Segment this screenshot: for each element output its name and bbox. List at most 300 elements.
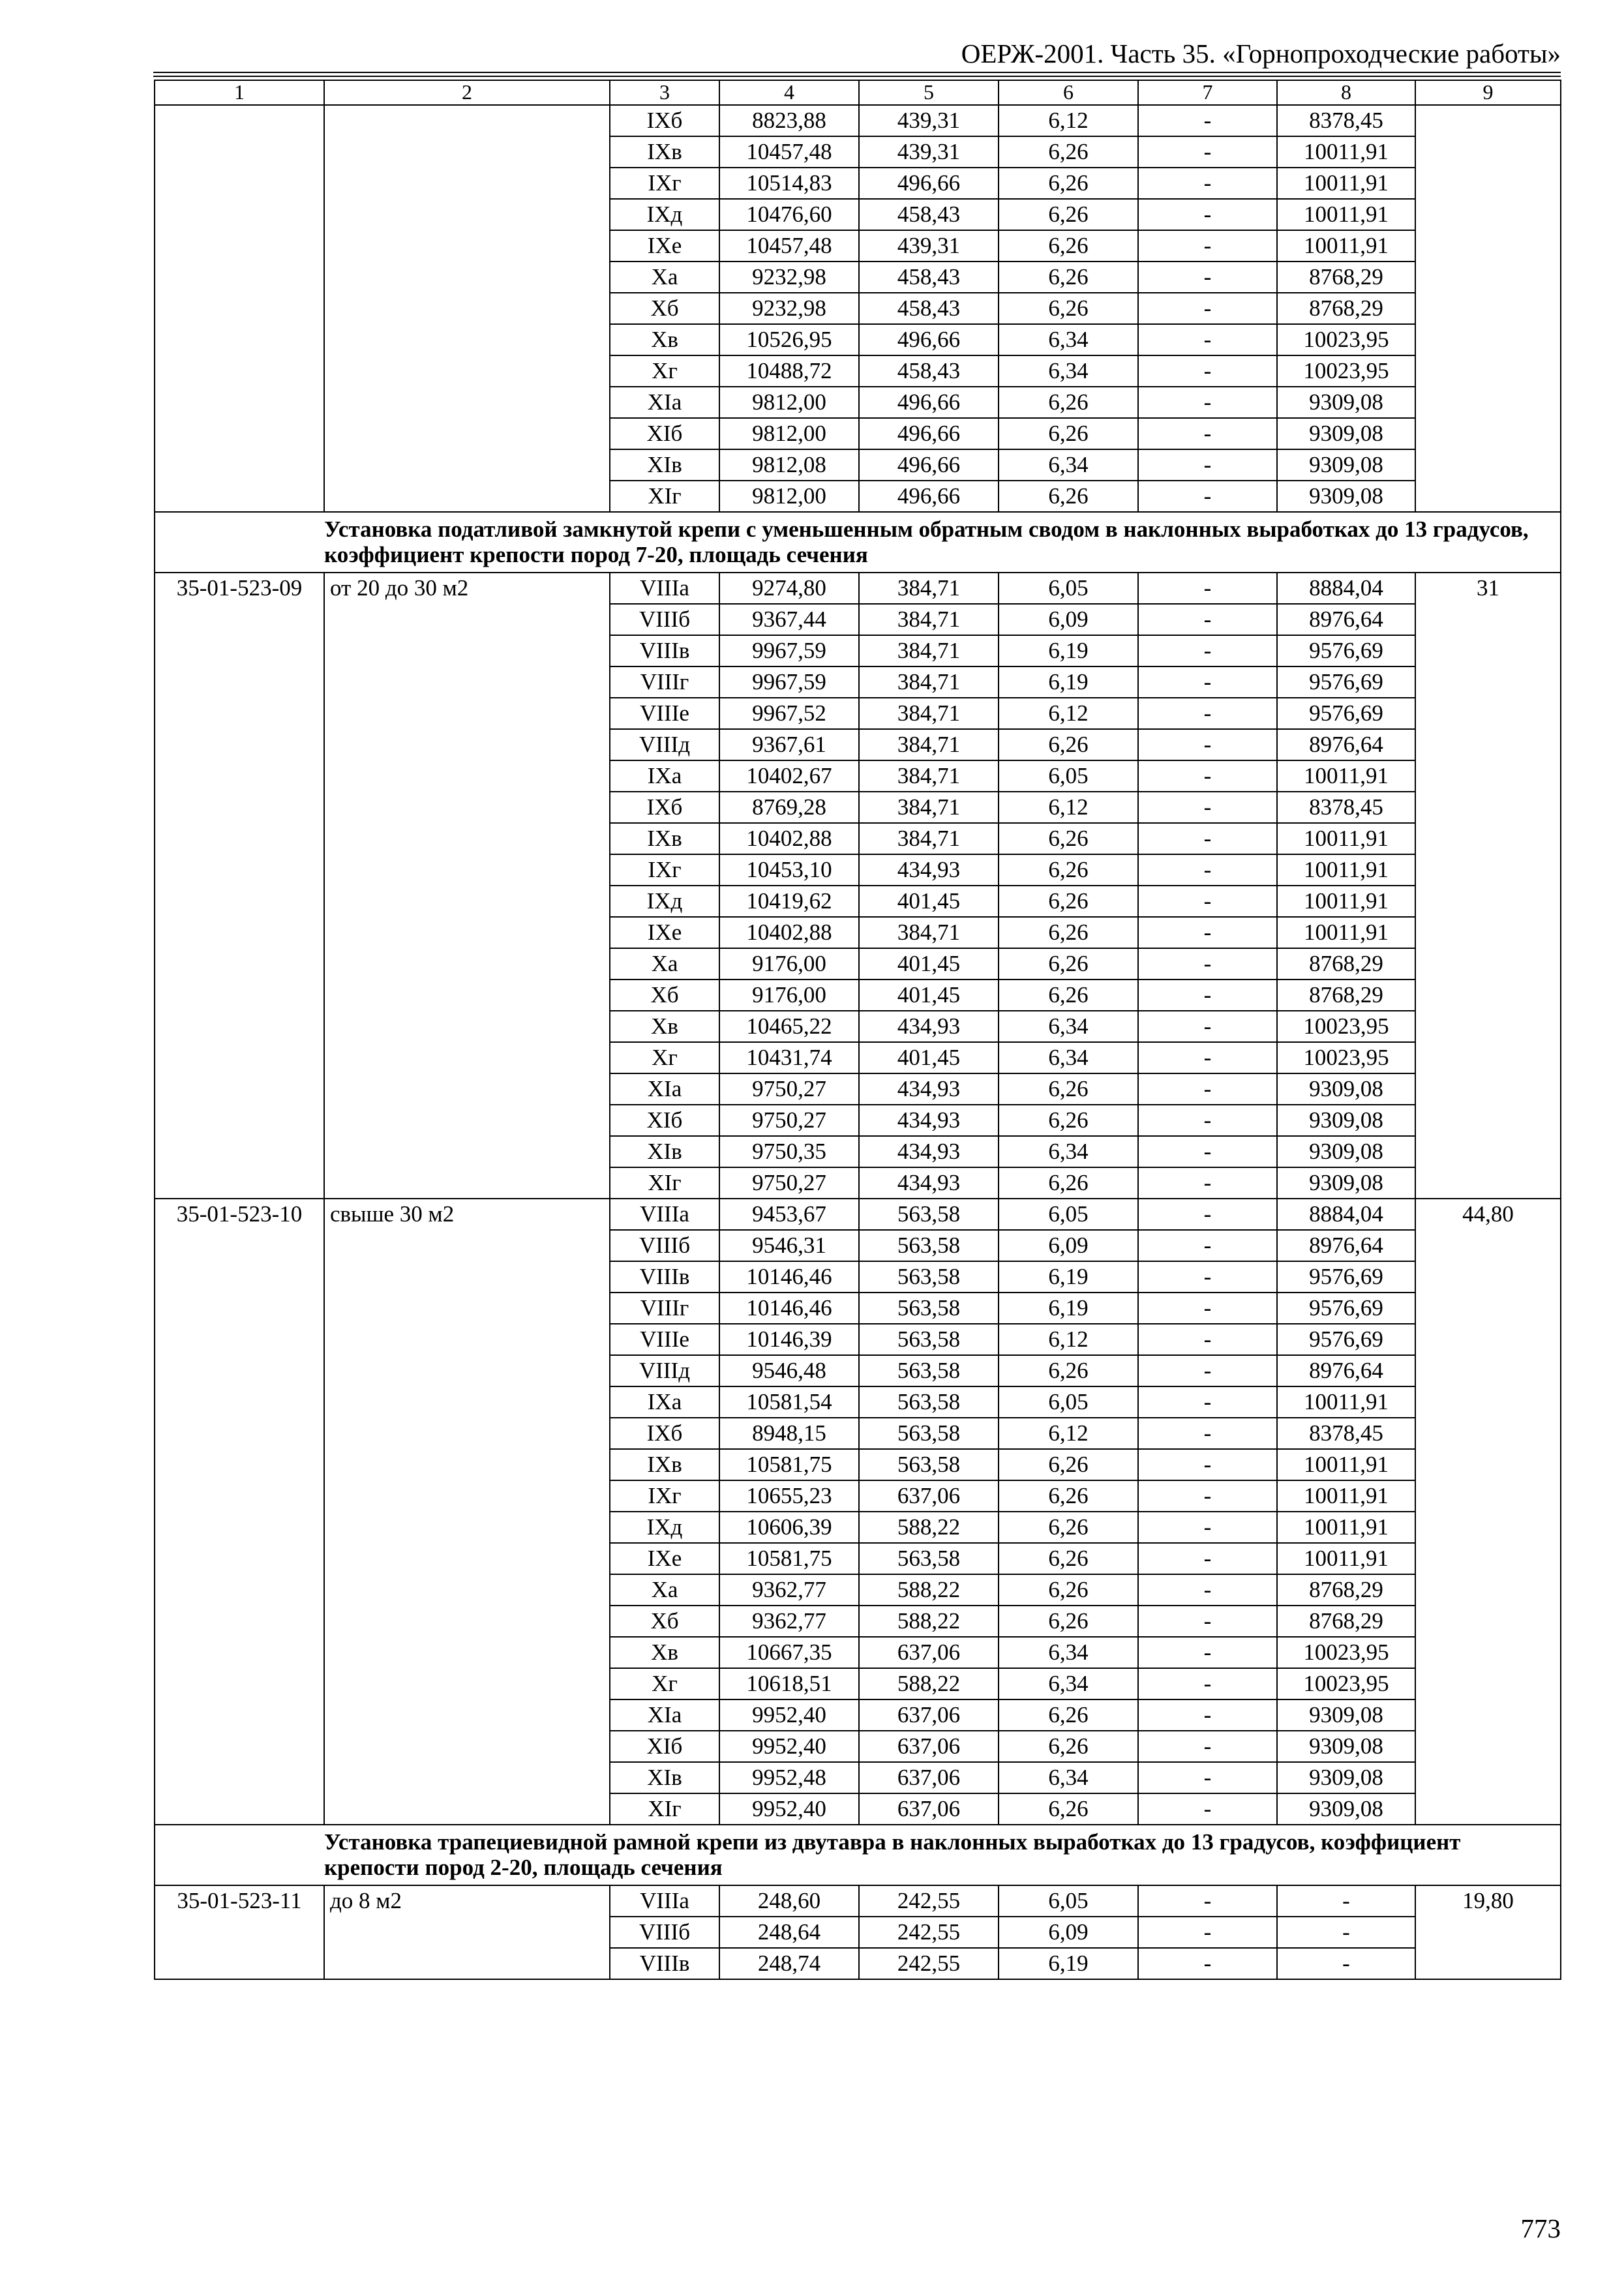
materials-cell: 9309,08 [1277, 1105, 1415, 1136]
machine-cost-cell: 6,26 [999, 1731, 1138, 1762]
wage-cell: 637,06 [859, 1793, 999, 1825]
operator-wage-cell: - [1138, 792, 1277, 823]
materials-cell: 9309,08 [1277, 1073, 1415, 1105]
total-cost-cell: 10402,67 [719, 760, 859, 792]
table-row [155, 1199, 1561, 1230]
total-cost-cell: 9967,52 [719, 698, 859, 729]
operator-wage-cell: - [1138, 1885, 1277, 1917]
machine-cost-cell: 6,34 [999, 449, 1138, 481]
materials-cell: 10023,95 [1277, 1637, 1415, 1668]
operator-wage-cell: - [1138, 105, 1277, 136]
operator-wage-cell: - [1138, 293, 1277, 324]
machine-cost-cell: 6,26 [999, 1449, 1138, 1480]
zone-cell: XIг [610, 1167, 719, 1199]
zone-cell: IXд [610, 886, 719, 917]
total-cost-cell: 9750,27 [719, 1073, 859, 1105]
wage-cell: 563,58 [859, 1230, 999, 1261]
wage-cell: 563,58 [859, 1199, 999, 1230]
wage-cell: 401,45 [859, 886, 999, 917]
zone-cell: IXe [610, 230, 719, 262]
total-cost-cell: 248,64 [719, 1917, 859, 1948]
wage-cell: 384,71 [859, 635, 999, 666]
total-cost-cell: 10146,46 [719, 1261, 859, 1293]
machine-cost-cell: 6,34 [999, 1042, 1138, 1073]
materials-cell: 8976,64 [1277, 604, 1415, 635]
wage-cell: 496,66 [859, 168, 999, 199]
zone-cell: Xб [610, 1606, 719, 1637]
zone-cell: IXa [610, 1386, 719, 1418]
rate-description-cell: свыше 30 м2 [324, 1199, 610, 1825]
machine-cost-cell: 6,26 [999, 1512, 1138, 1543]
operator-wage-cell: - [1138, 1762, 1277, 1793]
total-cost-cell: 9750,27 [719, 1105, 859, 1136]
total-cost-cell: 9367,61 [719, 729, 859, 760]
wage-cell: 637,06 [859, 1480, 999, 1512]
total-cost-cell: 10465,22 [719, 1011, 859, 1042]
wage-cell: 434,93 [859, 1011, 999, 1042]
operator-wage-cell: - [1138, 1073, 1277, 1105]
materials-cell: 10011,91 [1277, 760, 1415, 792]
zone-cell: XIв [610, 1136, 719, 1167]
zone-cell: XIa [610, 1073, 719, 1105]
total-cost-cell: 9453,67 [719, 1199, 859, 1230]
wage-cell: 563,58 [859, 1324, 999, 1355]
labor-cost-cell: 44,80 [1415, 1199, 1561, 1825]
wage-cell: 637,06 [859, 1762, 999, 1793]
operator-wage-cell: - [1138, 948, 1277, 980]
zone-cell: IXe [610, 917, 719, 948]
materials-cell: 9576,69 [1277, 698, 1415, 729]
rate-code-cell: 35-01-523-09 [155, 573, 324, 1199]
machine-cost-cell: 6,12 [999, 1418, 1138, 1449]
operator-wage-cell: - [1138, 760, 1277, 792]
machine-cost-cell: 6,26 [999, 886, 1138, 917]
labor-cost-cell [1415, 105, 1561, 512]
zone-cell: XIб [610, 1105, 719, 1136]
operator-wage-cell: - [1138, 1199, 1277, 1230]
operator-wage-cell: - [1138, 355, 1277, 387]
running-header: ОЕРЖ-2001. Часть 35. «Горнопроходческие работы» [961, 38, 1561, 68]
materials-cell: 9309,08 [1277, 1762, 1415, 1793]
column-number: 6 [999, 80, 1138, 105]
total-cost-cell: 248,74 [719, 1948, 859, 1979]
zone-cell: Xг [610, 355, 719, 387]
zone-cell: XIг [610, 1793, 719, 1825]
table-row [155, 1885, 1561, 1917]
zone-cell: VIIIб [610, 604, 719, 635]
zone-cell: IXд [610, 1512, 719, 1543]
total-cost-cell: 9176,00 [719, 980, 859, 1011]
machine-cost-cell: 6,26 [999, 262, 1138, 293]
operator-wage-cell: - [1138, 1731, 1277, 1762]
machine-cost-cell: 6,19 [999, 1293, 1138, 1324]
materials-cell: 10011,91 [1277, 1386, 1415, 1418]
machine-cost-cell: 6,34 [999, 324, 1138, 355]
zone-cell: VIIIд [610, 1355, 719, 1386]
wage-cell: 496,66 [859, 387, 999, 418]
wage-cell: 496,66 [859, 418, 999, 449]
total-cost-cell: 10581,75 [719, 1543, 859, 1574]
operator-wage-cell: - [1138, 1105, 1277, 1136]
zone-cell: IXг [610, 1480, 719, 1512]
zone-cell: VIIIe [610, 1324, 719, 1355]
materials-cell: - [1277, 1917, 1415, 1948]
wage-cell: 637,06 [859, 1731, 999, 1762]
zone-cell: XIб [610, 418, 719, 449]
operator-wage-cell: - [1138, 1418, 1277, 1449]
materials-cell: 8768,29 [1277, 1574, 1415, 1606]
machine-cost-cell: 6,19 [999, 666, 1138, 698]
machine-cost-cell: 6,12 [999, 105, 1138, 136]
operator-wage-cell: - [1138, 262, 1277, 293]
zone-cell: Xв [610, 324, 719, 355]
machine-cost-cell: 6,26 [999, 1543, 1138, 1574]
zone-cell: IXa [610, 760, 719, 792]
operator-wage-cell: - [1138, 1136, 1277, 1167]
operator-wage-cell: - [1138, 1449, 1277, 1480]
operator-wage-cell: - [1138, 635, 1277, 666]
zone-cell: VIIIб [610, 1917, 719, 1948]
total-cost-cell: 9232,98 [719, 293, 859, 324]
labor-cost-cell: 31 [1415, 573, 1561, 1199]
operator-wage-cell: - [1138, 1355, 1277, 1386]
column-number: 3 [610, 80, 719, 105]
operator-wage-cell: - [1138, 573, 1277, 604]
total-cost-cell: 8769,28 [719, 792, 859, 823]
total-cost-cell: 9812,00 [719, 481, 859, 512]
operator-wage-cell: - [1138, 1042, 1277, 1073]
wage-cell: 439,31 [859, 230, 999, 262]
machine-cost-cell: 6,12 [999, 698, 1138, 729]
machine-cost-cell: 6,34 [999, 1637, 1138, 1668]
total-cost-cell: 10488,72 [719, 355, 859, 387]
operator-wage-cell: - [1138, 1324, 1277, 1355]
machine-cost-cell: 6,05 [999, 1885, 1138, 1917]
column-number: 5 [859, 80, 999, 105]
operator-wage-cell: - [1138, 481, 1277, 512]
table-row [155, 105, 1561, 136]
materials-cell: 9309,08 [1277, 1136, 1415, 1167]
total-cost-cell: 9952,48 [719, 1762, 859, 1793]
zone-cell: Xa [610, 948, 719, 980]
machine-cost-cell: 6,26 [999, 854, 1138, 886]
materials-cell: 10011,91 [1277, 917, 1415, 948]
total-cost-cell: 9750,35 [719, 1136, 859, 1167]
column-number: 2 [324, 80, 610, 105]
zone-cell: VIIIa [610, 573, 719, 604]
wage-cell: 401,45 [859, 980, 999, 1011]
machine-cost-cell: 6,09 [999, 1917, 1138, 1948]
materials-cell: 10011,91 [1277, 823, 1415, 854]
materials-cell: 9309,08 [1277, 387, 1415, 418]
materials-cell: 9309,08 [1277, 418, 1415, 449]
total-cost-cell: 9362,77 [719, 1606, 859, 1637]
zone-cell: Xa [610, 262, 719, 293]
operator-wage-cell: - [1138, 1668, 1277, 1699]
machine-cost-cell: 6,05 [999, 1199, 1138, 1230]
machine-cost-cell: 6,26 [999, 1699, 1138, 1731]
total-cost-cell: 248,60 [719, 1885, 859, 1917]
zone-cell: IXв [610, 823, 719, 854]
materials-cell: 9309,08 [1277, 449, 1415, 481]
wage-cell: 384,71 [859, 698, 999, 729]
zone-cell: Xв [610, 1011, 719, 1042]
wage-cell: 434,93 [859, 1136, 999, 1167]
wage-cell: 563,58 [859, 1418, 999, 1449]
total-cost-cell: 9952,40 [719, 1731, 859, 1762]
wage-cell: 384,71 [859, 573, 999, 604]
rates-table [154, 80, 1561, 1980]
zone-cell: IXд [610, 199, 719, 230]
total-cost-cell: 10618,51 [719, 1668, 859, 1699]
materials-cell: - [1277, 1885, 1415, 1917]
operator-wage-cell: - [1138, 1261, 1277, 1293]
zone-cell: Xa [610, 1574, 719, 1606]
total-cost-cell: 9546,31 [719, 1230, 859, 1261]
total-cost-cell: 10581,54 [719, 1386, 859, 1418]
column-number: 4 [719, 80, 859, 105]
operator-wage-cell: - [1138, 1512, 1277, 1543]
operator-wage-cell: - [1138, 1167, 1277, 1199]
operator-wage-cell: - [1138, 1606, 1277, 1637]
machine-cost-cell: 6,34 [999, 1011, 1138, 1042]
materials-cell: 8768,29 [1277, 980, 1415, 1011]
operator-wage-cell: - [1138, 1948, 1277, 1979]
total-cost-cell: 9952,40 [719, 1793, 859, 1825]
column-number: 8 [1277, 80, 1415, 105]
materials-cell: 9576,69 [1277, 1261, 1415, 1293]
machine-cost-cell: 6,26 [999, 1606, 1138, 1637]
operator-wage-cell: - [1138, 199, 1277, 230]
materials-cell: 10023,95 [1277, 355, 1415, 387]
rate-description-cell: от 20 до 30 м2 [324, 573, 610, 1199]
operator-wage-cell: - [1138, 1699, 1277, 1731]
materials-cell: 10023,95 [1277, 1668, 1415, 1699]
zone-cell: VIIIг [610, 1293, 719, 1324]
zone-cell: VIIIв [610, 1261, 719, 1293]
machine-cost-cell: 6,34 [999, 1136, 1138, 1167]
wage-cell: 434,93 [859, 1167, 999, 1199]
machine-cost-cell: 6,26 [999, 136, 1138, 168]
total-cost-cell: 10402,88 [719, 917, 859, 948]
page-number: 773 [1520, 2213, 1561, 2243]
wage-cell: 588,22 [859, 1668, 999, 1699]
operator-wage-cell: - [1138, 729, 1277, 760]
operator-wage-cell: - [1138, 666, 1277, 698]
zone-cell: VIIIб [610, 1230, 719, 1261]
machine-cost-cell: 6,26 [999, 168, 1138, 199]
total-cost-cell: 10476,60 [719, 199, 859, 230]
materials-cell: 8768,29 [1277, 293, 1415, 324]
materials-cell: 10011,91 [1277, 136, 1415, 168]
section-heading-row [155, 512, 1561, 573]
rates-table-body [155, 80, 1561, 1979]
zone-cell: IXг [610, 854, 719, 886]
operator-wage-cell: - [1138, 1637, 1277, 1668]
operator-wage-cell: - [1138, 698, 1277, 729]
total-cost-cell: 9967,59 [719, 635, 859, 666]
materials-cell: 10011,91 [1277, 230, 1415, 262]
total-cost-cell: 10402,88 [719, 823, 859, 854]
materials-cell: 10011,91 [1277, 1512, 1415, 1543]
wage-cell: 384,71 [859, 729, 999, 760]
zone-cell: IXe [610, 1543, 719, 1574]
zone-cell: IXб [610, 105, 719, 136]
rate-code-cell [155, 105, 324, 512]
machine-cost-cell: 6,26 [999, 980, 1138, 1011]
wage-cell: 637,06 [859, 1637, 999, 1668]
rate-code-cell: 35-01-523-11 [155, 1885, 324, 1979]
materials-cell: 9576,69 [1277, 1293, 1415, 1324]
wage-cell: 496,66 [859, 481, 999, 512]
total-cost-cell: 9812,00 [719, 418, 859, 449]
total-cost-cell: 9967,59 [719, 666, 859, 698]
wage-cell: 637,06 [859, 1699, 999, 1731]
operator-wage-cell: - [1138, 604, 1277, 635]
materials-cell: 8768,29 [1277, 1606, 1415, 1637]
total-cost-cell: 10146,46 [719, 1293, 859, 1324]
wage-cell: 401,45 [859, 1042, 999, 1073]
machine-cost-cell: 6,26 [999, 1073, 1138, 1105]
machine-cost-cell: 6,05 [999, 760, 1138, 792]
zone-cell: Xб [610, 980, 719, 1011]
zone-cell: XIa [610, 387, 719, 418]
wage-cell: 384,71 [859, 917, 999, 948]
wage-cell: 401,45 [859, 948, 999, 980]
column-number: 7 [1138, 80, 1277, 105]
total-cost-cell: 10457,48 [719, 136, 859, 168]
zone-cell: IXв [610, 136, 719, 168]
total-cost-cell: 10526,95 [719, 324, 859, 355]
wage-cell: 384,71 [859, 823, 999, 854]
materials-cell: 10011,91 [1277, 1480, 1415, 1512]
zone-cell: Xб [610, 293, 719, 324]
section-heading: Установка податливой замкнутой крепи с уменьшенным обратным сводом в наклонных выработках до 13 градусов, коэффициент крепости пород 7-20, площадь сечения [324, 512, 1561, 573]
zone-cell: VIIIв [610, 635, 719, 666]
materials-cell: 9576,69 [1277, 635, 1415, 666]
wage-cell: 242,55 [859, 1948, 999, 1979]
total-cost-cell: 10431,74 [719, 1042, 859, 1073]
total-cost-cell: 10457,48 [719, 230, 859, 262]
wage-cell: 458,43 [859, 262, 999, 293]
materials-cell: 9309,08 [1277, 1167, 1415, 1199]
materials-cell: 8768,29 [1277, 948, 1415, 980]
machine-cost-cell: 6,34 [999, 1668, 1138, 1699]
total-cost-cell: 9750,27 [719, 1167, 859, 1199]
section-heading-spacer [155, 1825, 324, 1885]
materials-cell: 8884,04 [1277, 1199, 1415, 1230]
operator-wage-cell: - [1138, 980, 1277, 1011]
machine-cost-cell: 6,26 [999, 948, 1138, 980]
operator-wage-cell: - [1138, 1386, 1277, 1418]
wage-cell: 563,58 [859, 1449, 999, 1480]
total-cost-cell: 9812,08 [719, 449, 859, 481]
wage-cell: 384,71 [859, 760, 999, 792]
total-cost-cell: 10581,75 [719, 1449, 859, 1480]
zone-cell: VIIIe [610, 698, 719, 729]
total-cost-cell: 9362,77 [719, 1574, 859, 1606]
total-cost-cell: 9952,40 [719, 1699, 859, 1731]
header-double-rule [153, 72, 1561, 77]
materials-cell: 10011,91 [1277, 1449, 1415, 1480]
operator-wage-cell: - [1138, 886, 1277, 917]
materials-cell: 9576,69 [1277, 666, 1415, 698]
wage-cell: 434,93 [859, 854, 999, 886]
wage-cell: 588,22 [859, 1606, 999, 1637]
zone-cell: XIa [610, 1699, 719, 1731]
materials-cell: 8976,64 [1277, 1355, 1415, 1386]
machine-cost-cell: 6,26 [999, 729, 1138, 760]
zone-cell: VIIIв [610, 1948, 719, 1979]
operator-wage-cell: - [1138, 1574, 1277, 1606]
materials-cell: 8768,29 [1277, 262, 1415, 293]
total-cost-cell: 10146,39 [719, 1324, 859, 1355]
materials-cell: 10011,91 [1277, 168, 1415, 199]
total-cost-cell: 9812,00 [719, 387, 859, 418]
wage-cell: 384,71 [859, 666, 999, 698]
machine-cost-cell: 6,26 [999, 1574, 1138, 1606]
zone-cell: VIIIд [610, 729, 719, 760]
materials-cell: 10011,91 [1277, 854, 1415, 886]
wage-cell: 434,93 [859, 1073, 999, 1105]
wage-cell: 496,66 [859, 324, 999, 355]
table-row [155, 573, 1561, 604]
wage-cell: 384,71 [859, 604, 999, 635]
materials-cell: 10011,91 [1277, 1543, 1415, 1574]
operator-wage-cell: - [1138, 449, 1277, 481]
machine-cost-cell: 6,26 [999, 199, 1138, 230]
machine-cost-cell: 6,09 [999, 1230, 1138, 1261]
operator-wage-cell: - [1138, 823, 1277, 854]
machine-cost-cell: 6,26 [999, 1167, 1138, 1199]
machine-cost-cell: 6,19 [999, 1948, 1138, 1979]
total-cost-cell: 8948,15 [719, 1418, 859, 1449]
wage-cell: 563,58 [859, 1293, 999, 1324]
zone-cell: Xв [610, 1637, 719, 1668]
wage-cell: 563,58 [859, 1543, 999, 1574]
wage-cell: 588,22 [859, 1512, 999, 1543]
wage-cell: 439,31 [859, 136, 999, 168]
wage-cell: 563,58 [859, 1355, 999, 1386]
operator-wage-cell: - [1138, 168, 1277, 199]
column-number: 1 [155, 80, 324, 105]
total-cost-cell: 10655,23 [719, 1480, 859, 1512]
zone-cell: XIв [610, 1762, 719, 1793]
materials-cell: 10023,95 [1277, 1042, 1415, 1073]
wage-cell: 458,43 [859, 293, 999, 324]
zone-cell: XIб [610, 1731, 719, 1762]
labor-cost-cell: 19,80 [1415, 1885, 1561, 1979]
zone-cell: XIг [610, 481, 719, 512]
materials-cell: 9309,08 [1277, 1731, 1415, 1762]
operator-wage-cell: - [1138, 1011, 1277, 1042]
machine-cost-cell: 6,26 [999, 230, 1138, 262]
section-heading-row [155, 1825, 1561, 1885]
machine-cost-cell: 6,09 [999, 604, 1138, 635]
operator-wage-cell: - [1138, 1293, 1277, 1324]
wage-cell: 434,93 [859, 1105, 999, 1136]
rate-description-cell [324, 105, 610, 512]
zone-cell: IXв [610, 1449, 719, 1480]
total-cost-cell: 10419,62 [719, 886, 859, 917]
machine-cost-cell: 6,26 [999, 387, 1138, 418]
wage-cell: 588,22 [859, 1574, 999, 1606]
machine-cost-cell: 6,05 [999, 1386, 1138, 1418]
total-cost-cell: 10667,35 [719, 1637, 859, 1668]
operator-wage-cell: - [1138, 324, 1277, 355]
operator-wage-cell: - [1138, 387, 1277, 418]
zone-cell: VIIIг [610, 666, 719, 698]
